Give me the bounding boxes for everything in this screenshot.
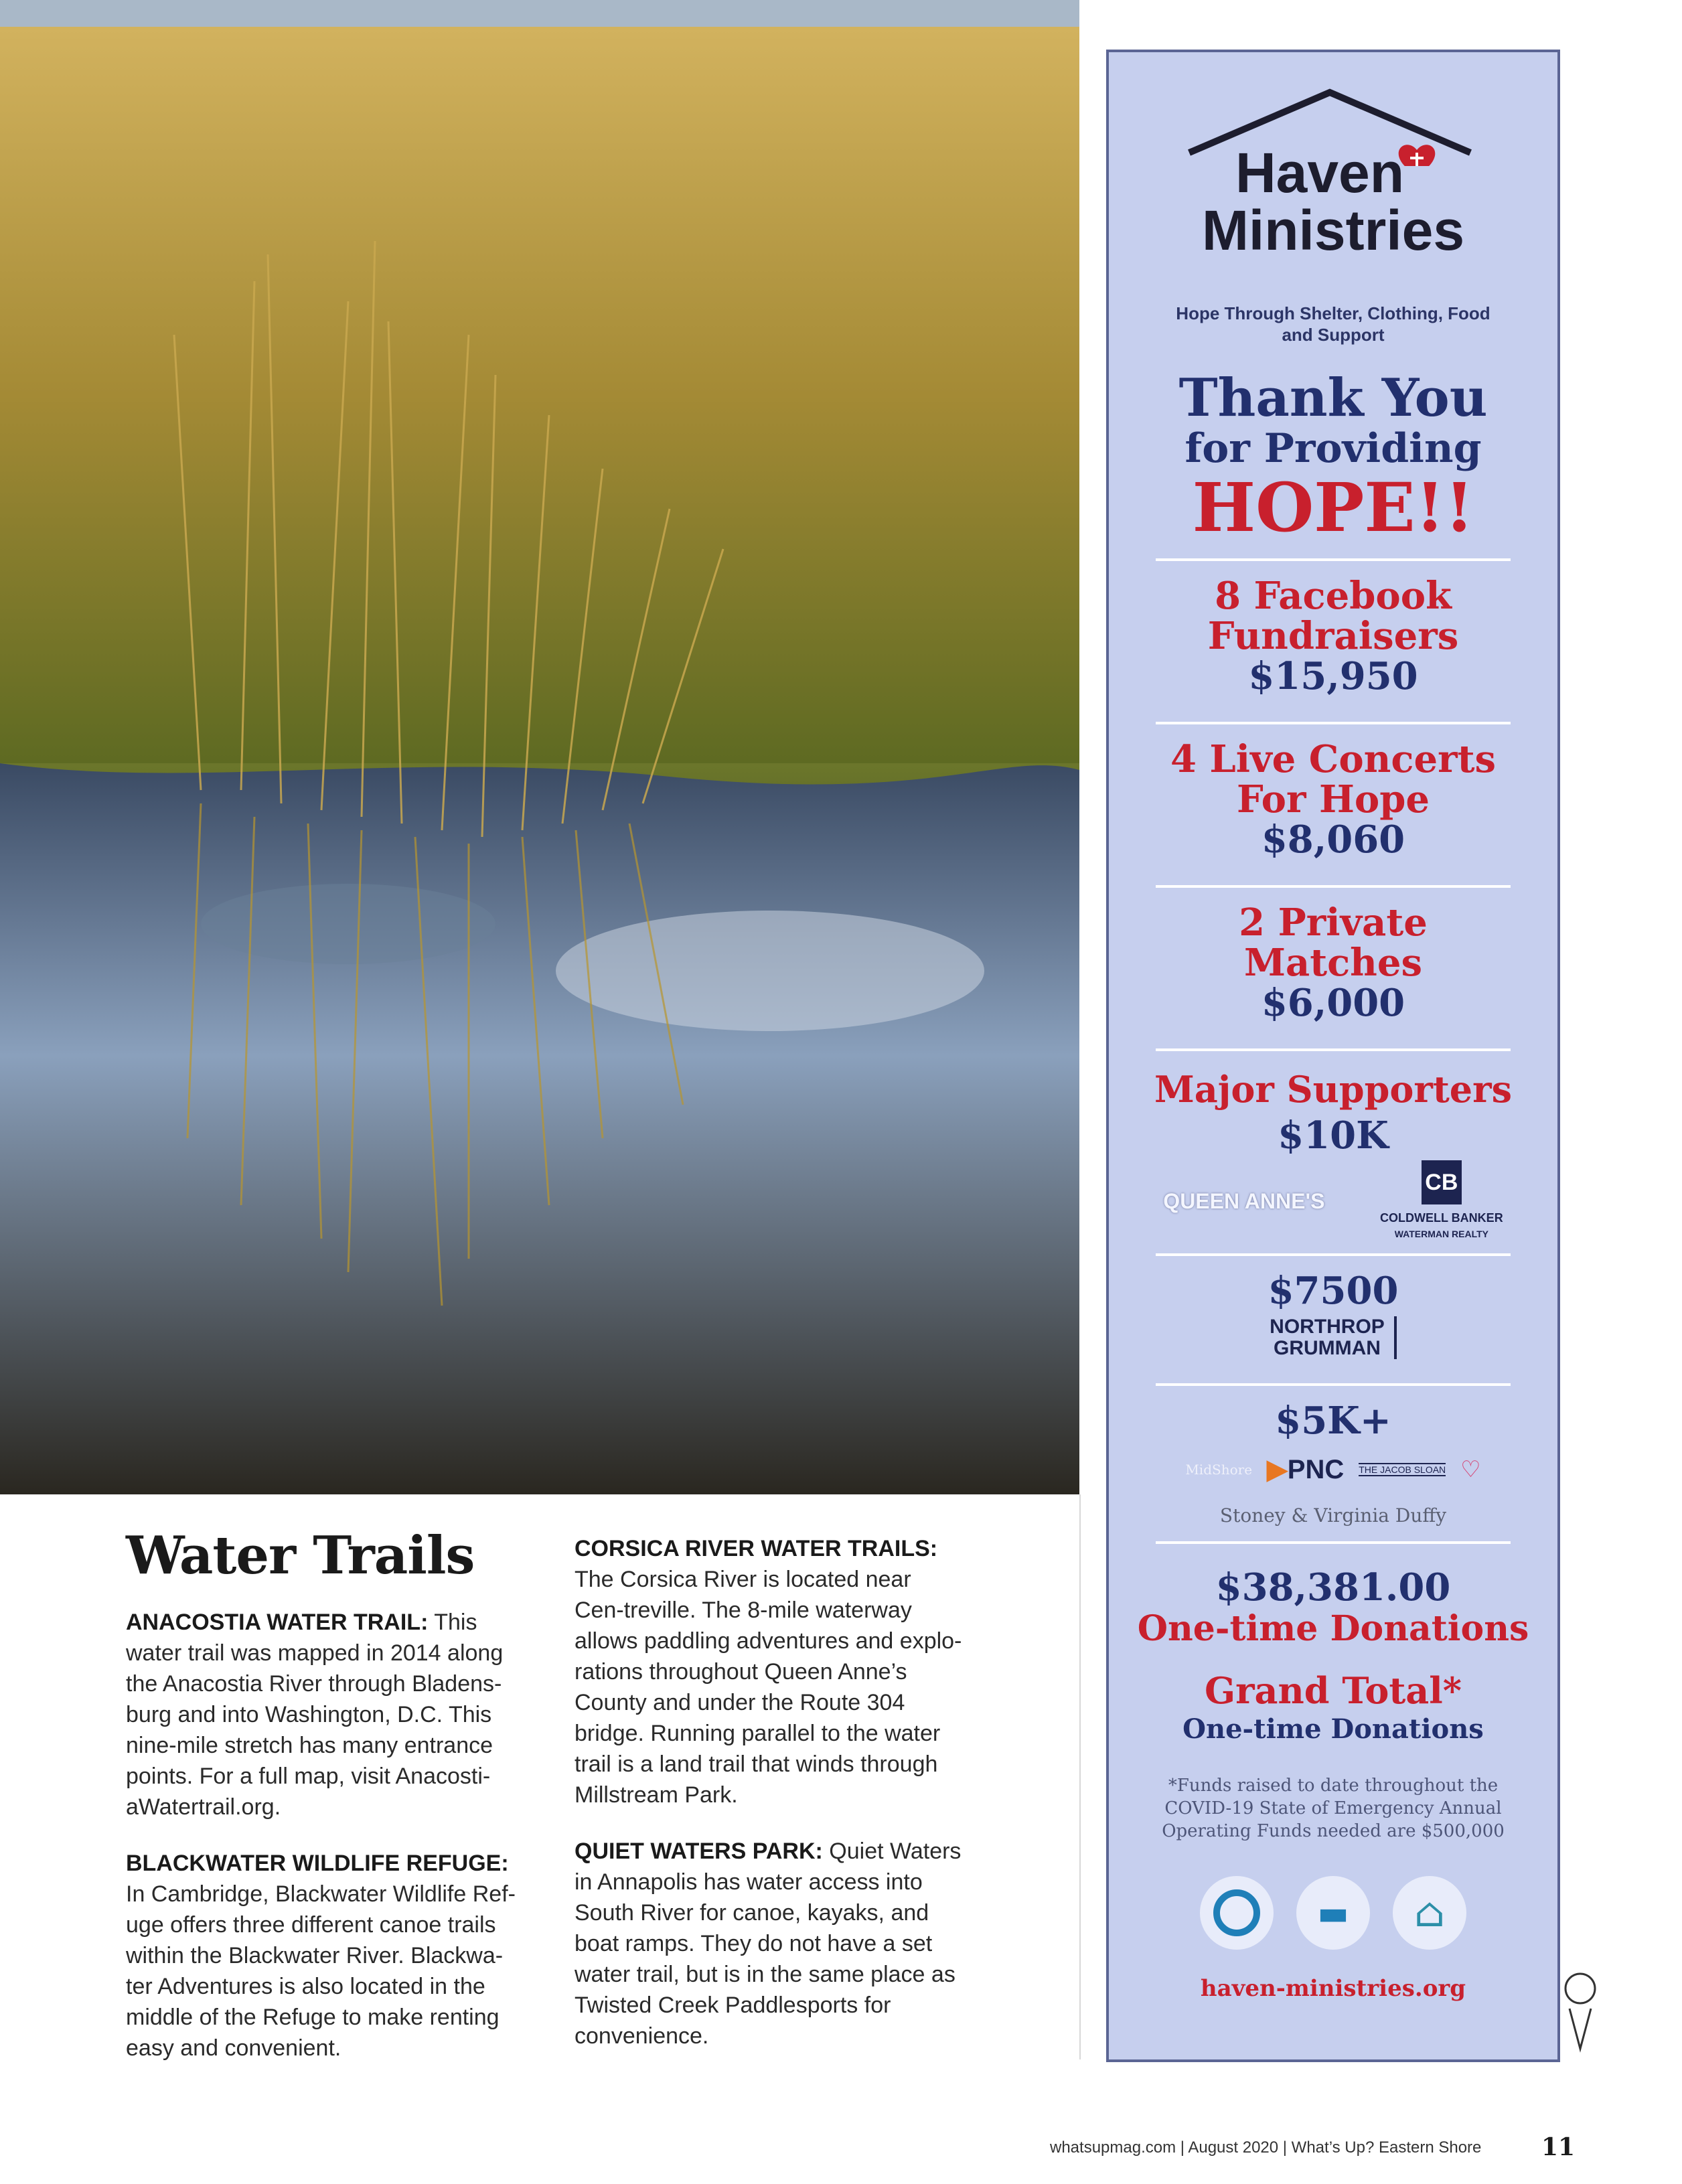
coldwell-banker-logo bbox=[1380, 1160, 1503, 1242]
tier-10k: $10K bbox=[1278, 1113, 1389, 1158]
pnc-logo bbox=[1267, 1454, 1344, 1485]
fundraisers-block bbox=[1109, 576, 1557, 696]
tier-10k-logos bbox=[1109, 1161, 1557, 1241]
home-icon: ⌂ bbox=[1393, 1876, 1466, 1950]
page-footer: whatsupmag.com | August 2020 | What’s Up? Eastern Shore bbox=[1050, 2138, 1482, 2157]
marsh-photo bbox=[0, 0, 1079, 1494]
total-amount: $38,381.00 bbox=[1215, 1565, 1451, 1610]
grand-total: Grand Total* bbox=[1204, 1669, 1462, 1712]
divider bbox=[1156, 1541, 1511, 1544]
queen-annes-logo: QUEEN ANNE'S bbox=[1163, 1188, 1325, 1213]
thank-you: Thank You bbox=[1178, 368, 1488, 428]
heading-blackwater: BLACKWATER WILDLIFE REFUGE: bbox=[126, 1851, 509, 1876]
article-title: Water Trails bbox=[126, 1525, 475, 1586]
article-column-2 bbox=[575, 1533, 963, 2077]
heart-logo-icon: ♡ bbox=[1460, 1456, 1481, 1483]
heading-anacostia: ANACOSTIA WATER TRAIL: bbox=[126, 1610, 429, 1635]
heading-corsica: CORSICA RIVER WATER TRAILS: bbox=[575, 1536, 938, 1561]
concerts-block bbox=[1109, 739, 1557, 860]
northrop-grumman-logo bbox=[1270, 1316, 1397, 1359]
coldwell-banker-name: COLDWELL BANKER bbox=[1380, 1211, 1503, 1225]
paragraph-quiet-waters bbox=[575, 1836, 963, 2051]
northrop-text: NORTHROP bbox=[1270, 1316, 1385, 1338]
divider bbox=[1156, 1048, 1511, 1051]
pnc-text: PNC bbox=[1287, 1455, 1345, 1484]
page-number: 11 bbox=[1541, 2133, 1576, 2161]
matches-line2: Matches bbox=[1243, 941, 1423, 985]
fundraisers-line2: Fundraisers bbox=[1207, 614, 1459, 658]
matches-amount: $6,000 bbox=[1261, 981, 1405, 1025]
logo-haven: Haven bbox=[1235, 141, 1405, 204]
grand-total-sub: One-time Donations bbox=[1182, 1713, 1484, 1745]
website-link[interactable]: haven-ministries.org bbox=[1200, 1975, 1466, 2002]
bed-icon: ▬ bbox=[1296, 1876, 1370, 1950]
paragraph-anacostia bbox=[126, 1607, 528, 1822]
heading-quiet-waters: QUIET WATERS PARK: bbox=[575, 1839, 823, 1864]
concerts-line2: For Hope bbox=[1236, 777, 1430, 822]
supporters-heading: Major Supporters bbox=[1154, 1068, 1512, 1111]
for-providing: for Providing bbox=[1184, 425, 1482, 472]
fundraisers-amount: $15,950 bbox=[1248, 654, 1418, 698]
waterman-realty-name: WATERMAN REALTY bbox=[1394, 1229, 1488, 1239]
footnote: *Funds raised to date throughout the COVID-19 State of Emergency Annual Operating Funds needed are $500,000 bbox=[1162, 1776, 1505, 1841]
paragraph-blackwater bbox=[126, 1848, 528, 2063]
haven-logo bbox=[1109, 86, 1557, 287]
divider bbox=[1156, 1383, 1511, 1386]
donor-names: Stoney & Virginia Duffy bbox=[1219, 1504, 1447, 1527]
divider bbox=[1156, 558, 1511, 561]
article-column-1 bbox=[126, 1607, 528, 2089]
tier-5k: $5K+ bbox=[1275, 1399, 1391, 1443]
divider bbox=[1156, 885, 1511, 888]
column-divider bbox=[1079, 1494, 1081, 2059]
hope-text: HOPE!! bbox=[1192, 468, 1474, 547]
text-blackwater: In Cambridge, Blackwater Wildlife Ref-uge offers three different canoe trails within the Blackwater River. Blackwa-ter Adventures is also located in the middle of the Refuge to make renting easy and convenient. bbox=[126, 1881, 516, 2061]
ad-tagline: Hope Through Shelter, Clothing, Food and Support bbox=[1176, 303, 1490, 345]
text-quiet-waters: Quiet Waters in Annapolis has water access into South River for canoe, kayaks, and boat ramps. They do not have a set water trail, but is in the same place as Twisted Creek Paddlesports for convenience. bbox=[575, 1839, 962, 2049]
tier-7500: $7500 bbox=[1268, 1269, 1399, 1313]
matches-block bbox=[1109, 903, 1557, 1023]
paragraph-corsica bbox=[575, 1533, 963, 1810]
service-icons bbox=[1109, 1876, 1557, 1950]
clothing-circle-icon bbox=[1200, 1876, 1274, 1950]
text-corsica: The Corsica River is located near Cen-treville. The 8-mile waterway allows paddling adventures and explo-rations throughout Queen Anne’s County and under the Route 304 bridge. Running parallel to the water trail is a land trail that winds through Millstream Park. bbox=[575, 1567, 962, 1808]
concerts-line1: 4 Live Concerts bbox=[1170, 737, 1497, 781]
grumman-text: GRUMMAN bbox=[1274, 1337, 1381, 1359]
midshore-logo: MidShore bbox=[1185, 1462, 1253, 1478]
matches-line1: 2 Private bbox=[1239, 901, 1428, 945]
tier-5k-logos bbox=[1109, 1446, 1557, 1493]
cb-mark-icon: CB bbox=[1422, 1160, 1462, 1204]
pnc-mark-icon: ▶ bbox=[1267, 1455, 1288, 1484]
sketch-illustration bbox=[1560, 1968, 1600, 2055]
divider bbox=[1156, 722, 1511, 724]
logo-ministries: Ministries bbox=[1201, 199, 1465, 262]
text-anacostia: This water trail was mapped in 2014 along the Anacostia River through Bladens-burg and into Washington, D.C. This nine-mile stretch has many entrance points. For a full map, visit Anacosti-aWatertrail.org. bbox=[126, 1610, 504, 1820]
fundraisers-line1: 8 Facebook bbox=[1215, 574, 1452, 618]
divider bbox=[1156, 1253, 1511, 1256]
haven-ministries-ad bbox=[1106, 50, 1560, 2062]
concerts-amount: $8,060 bbox=[1261, 817, 1405, 862]
jacob-sloan-logo: THE JACOB SLOAN bbox=[1359, 1464, 1446, 1475]
total-label: One-time Donations bbox=[1137, 1608, 1529, 1649]
